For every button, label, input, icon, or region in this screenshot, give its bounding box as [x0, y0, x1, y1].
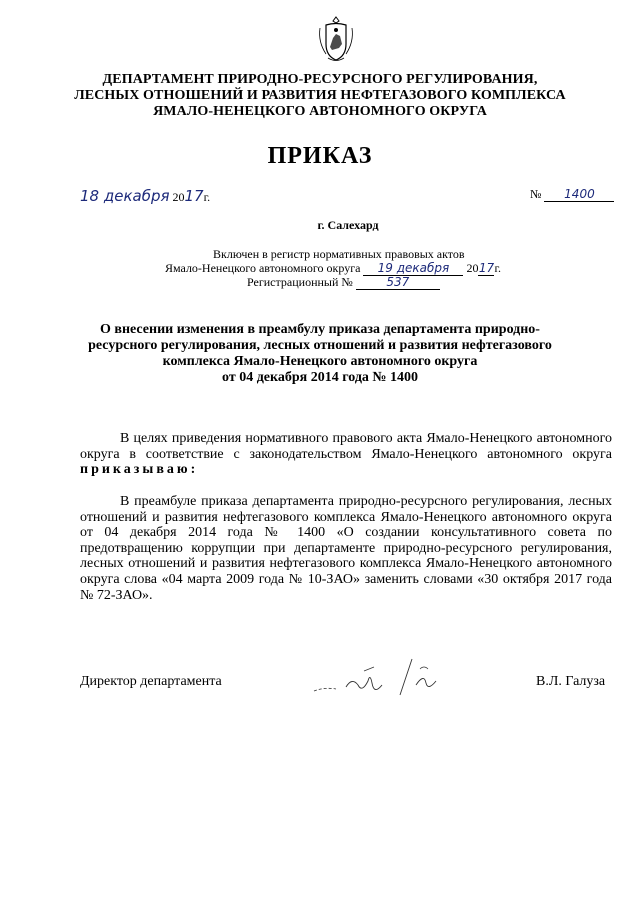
city: г. Салехард	[317, 218, 379, 232]
registry-year-handwritten: 17	[478, 261, 495, 275]
document-title: ПРИКАЗ	[267, 143, 373, 169]
department-line: ЯМАЛО-НЕНЕЦКОГО АВТОНОМНОГО ОКРУГА	[153, 104, 487, 119]
body-paragraph-2	[80, 494, 612, 603]
order-date	[80, 187, 210, 205]
registry-line-3	[247, 275, 440, 290]
body-paragraph-1	[80, 431, 612, 478]
order-subject	[0, 322, 640, 386]
number-label: №	[530, 187, 542, 201]
registry-year-printed: 20	[466, 261, 479, 275]
registry-number-label: Регистрационный №	[247, 275, 353, 289]
department-name	[0, 72, 640, 120]
department-line: ЛЕСНЫХ ОТНОШЕНИЙ И РАЗВИТИЯ НЕФТЕГАЗОВОГО КОМПЛЕКСА	[74, 88, 566, 103]
registry-number: 537	[356, 275, 440, 290]
paragraph-text: В целях приведения нормативного правового акта Ямало-Ненецкого автономного округа в соответствие с законодательством Ямало-Ненецкого автономного округа	[80, 431, 612, 462]
year-suffix: г.	[203, 190, 211, 204]
handwritten-date: 18 декабря	[80, 187, 170, 205]
signature-icon	[312, 655, 452, 705]
subject-line: ресурсного регулирования, лесных отношений и развития нефтегазового	[88, 338, 552, 353]
registry-line-2	[165, 261, 501, 276]
signatory-name: В.Л. Галуза	[536, 674, 606, 689]
coat-of-arms-icon	[316, 14, 356, 64]
registry-line-1: Включен в регистр нормативных правовых актов	[213, 247, 465, 261]
subject-line: комплекса Ямало-Ненецкого автономного округа	[162, 354, 478, 369]
paragraph-text: В преамбуле приказа департамента природно-ресурсного регулирования, лесных отношений и развития нефтегазового комплекса Ямало-Ненецкого автономного округа от 04 декабря 2014 года № 1400 «О создании консультативного совета по предотвращению коррупции при департаменте природно-ресурсного регулирования, лесных отношений и развития нефтегазового комплекса Ямало-Ненецкого автономного округа слова «04 марта 2009 года № 10-ЗАО» заменить словами «30 октября 2017 года № 72-ЗАО».	[80, 494, 612, 603]
registry-year-suffix: г.	[494, 261, 502, 275]
registry-date: 19 декабря	[363, 261, 463, 276]
subject-line: О внесении изменения в преамбулу приказа департамента природно-	[100, 322, 540, 337]
department-line: ДЕПАРТАМЕНТ ПРИРОДНО-РЕСУРСНОГО РЕГУЛИРОВАНИЯ,	[102, 72, 538, 87]
handwritten-year: 17	[184, 187, 204, 205]
order-number	[530, 187, 614, 202]
order-word: приказываю:	[80, 462, 199, 478]
subject-line: от 04 декабря 2014 года № 1400	[222, 370, 418, 385]
signatory-position: Директор департамента	[80, 674, 222, 689]
year-printed: 20	[172, 190, 185, 204]
registry-prefix: Ямало-Ненецкого автономного округа	[165, 261, 361, 275]
handwritten-number: 1400	[544, 187, 614, 202]
